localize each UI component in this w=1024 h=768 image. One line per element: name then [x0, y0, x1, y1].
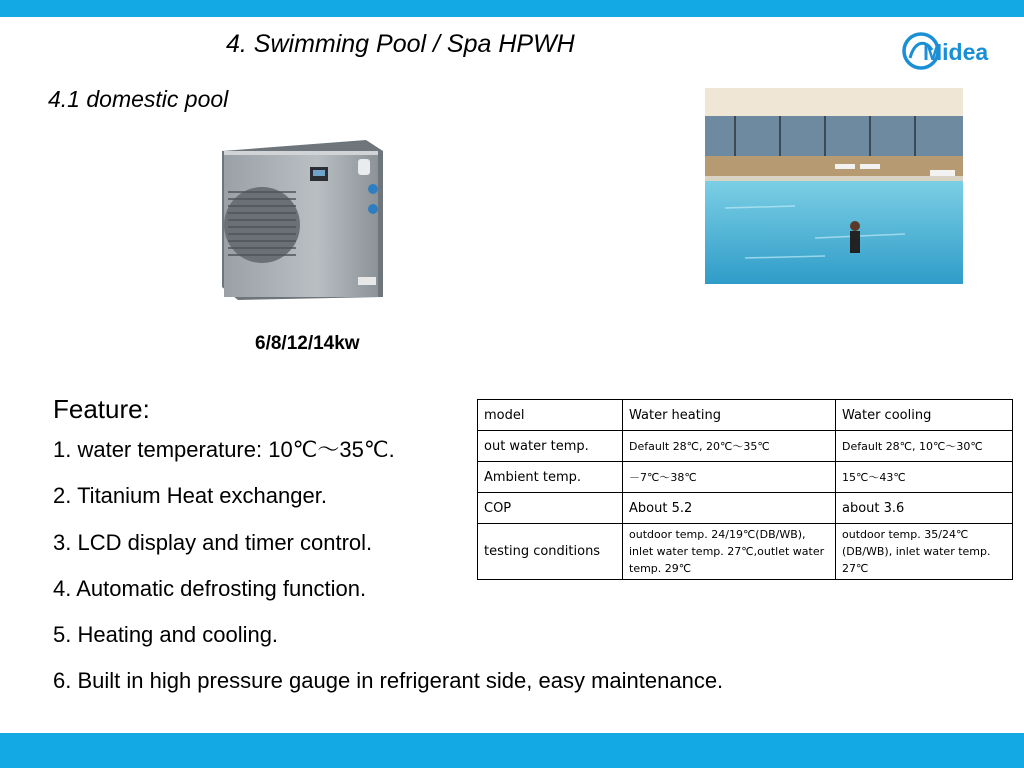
table-cell: About 5.2: [623, 493, 836, 524]
table-cell: Default 28℃, 20℃～35℃: [623, 431, 836, 462]
table-cell: model: [478, 400, 623, 431]
table-cell: Water heating: [623, 400, 836, 431]
table-cell: out water temp.: [478, 431, 623, 462]
table-row: [478, 462, 1013, 493]
feature-item: 1. water temperature: 10℃～35℃.: [53, 437, 395, 462]
indoor-pool-photo: [705, 88, 963, 284]
feature-item: 3. LCD display and timer control.: [53, 529, 373, 555]
product-capacity-caption: 6/8/12/14kw: [255, 333, 360, 354]
table-cell: Default 28℃, 10℃～30℃: [836, 431, 1013, 462]
feature-item: 4. Automatic defrosting function.: [53, 575, 367, 601]
table-cell: about 3.6: [836, 493, 1013, 524]
midea-logo: [902, 28, 1006, 74]
table-cell: －7℃～38℃: [623, 462, 836, 493]
slide-title: 4. Swimming Pool / Spa HPWH: [226, 30, 575, 58]
feature-item: 2. Titanium Heat exchanger.: [53, 483, 327, 509]
top-accent-bar: [0, 0, 1024, 17]
table-row: [478, 524, 1013, 580]
logo-wordmark: Midea: [923, 39, 989, 65]
table-cell: outdoor temp. 24/19℃(DB/WB), inlet water temp. 27℃,outlet water temp. 29℃: [623, 524, 836, 580]
spec-table: [477, 399, 1013, 580]
feature-heading: Feature:: [53, 394, 150, 424]
table-cell: outdoor temp. 35/24℃(DB/WB), inlet water temp. 27℃: [836, 524, 1013, 580]
feature-item: 5. Heating and cooling.: [53, 622, 279, 648]
table-row: [478, 400, 1013, 431]
table-row: [478, 431, 1013, 462]
table-cell: 15℃～43℃: [836, 462, 1013, 493]
table-cell: testing conditions: [478, 524, 623, 580]
table-cell: COP: [478, 493, 623, 524]
section-subtitle: 4.1 domestic pool: [48, 86, 229, 112]
table-cell: Water cooling: [836, 400, 1013, 431]
feature-item: 6. Built in high pressure gauge in refrigerant side, easy maintenance.: [53, 668, 724, 694]
bottom-accent-bar: [0, 733, 1024, 768]
table-row: [478, 493, 1013, 524]
heat-pump-unit-image: [218, 137, 388, 302]
table-cell: Ambient temp.: [478, 462, 623, 493]
